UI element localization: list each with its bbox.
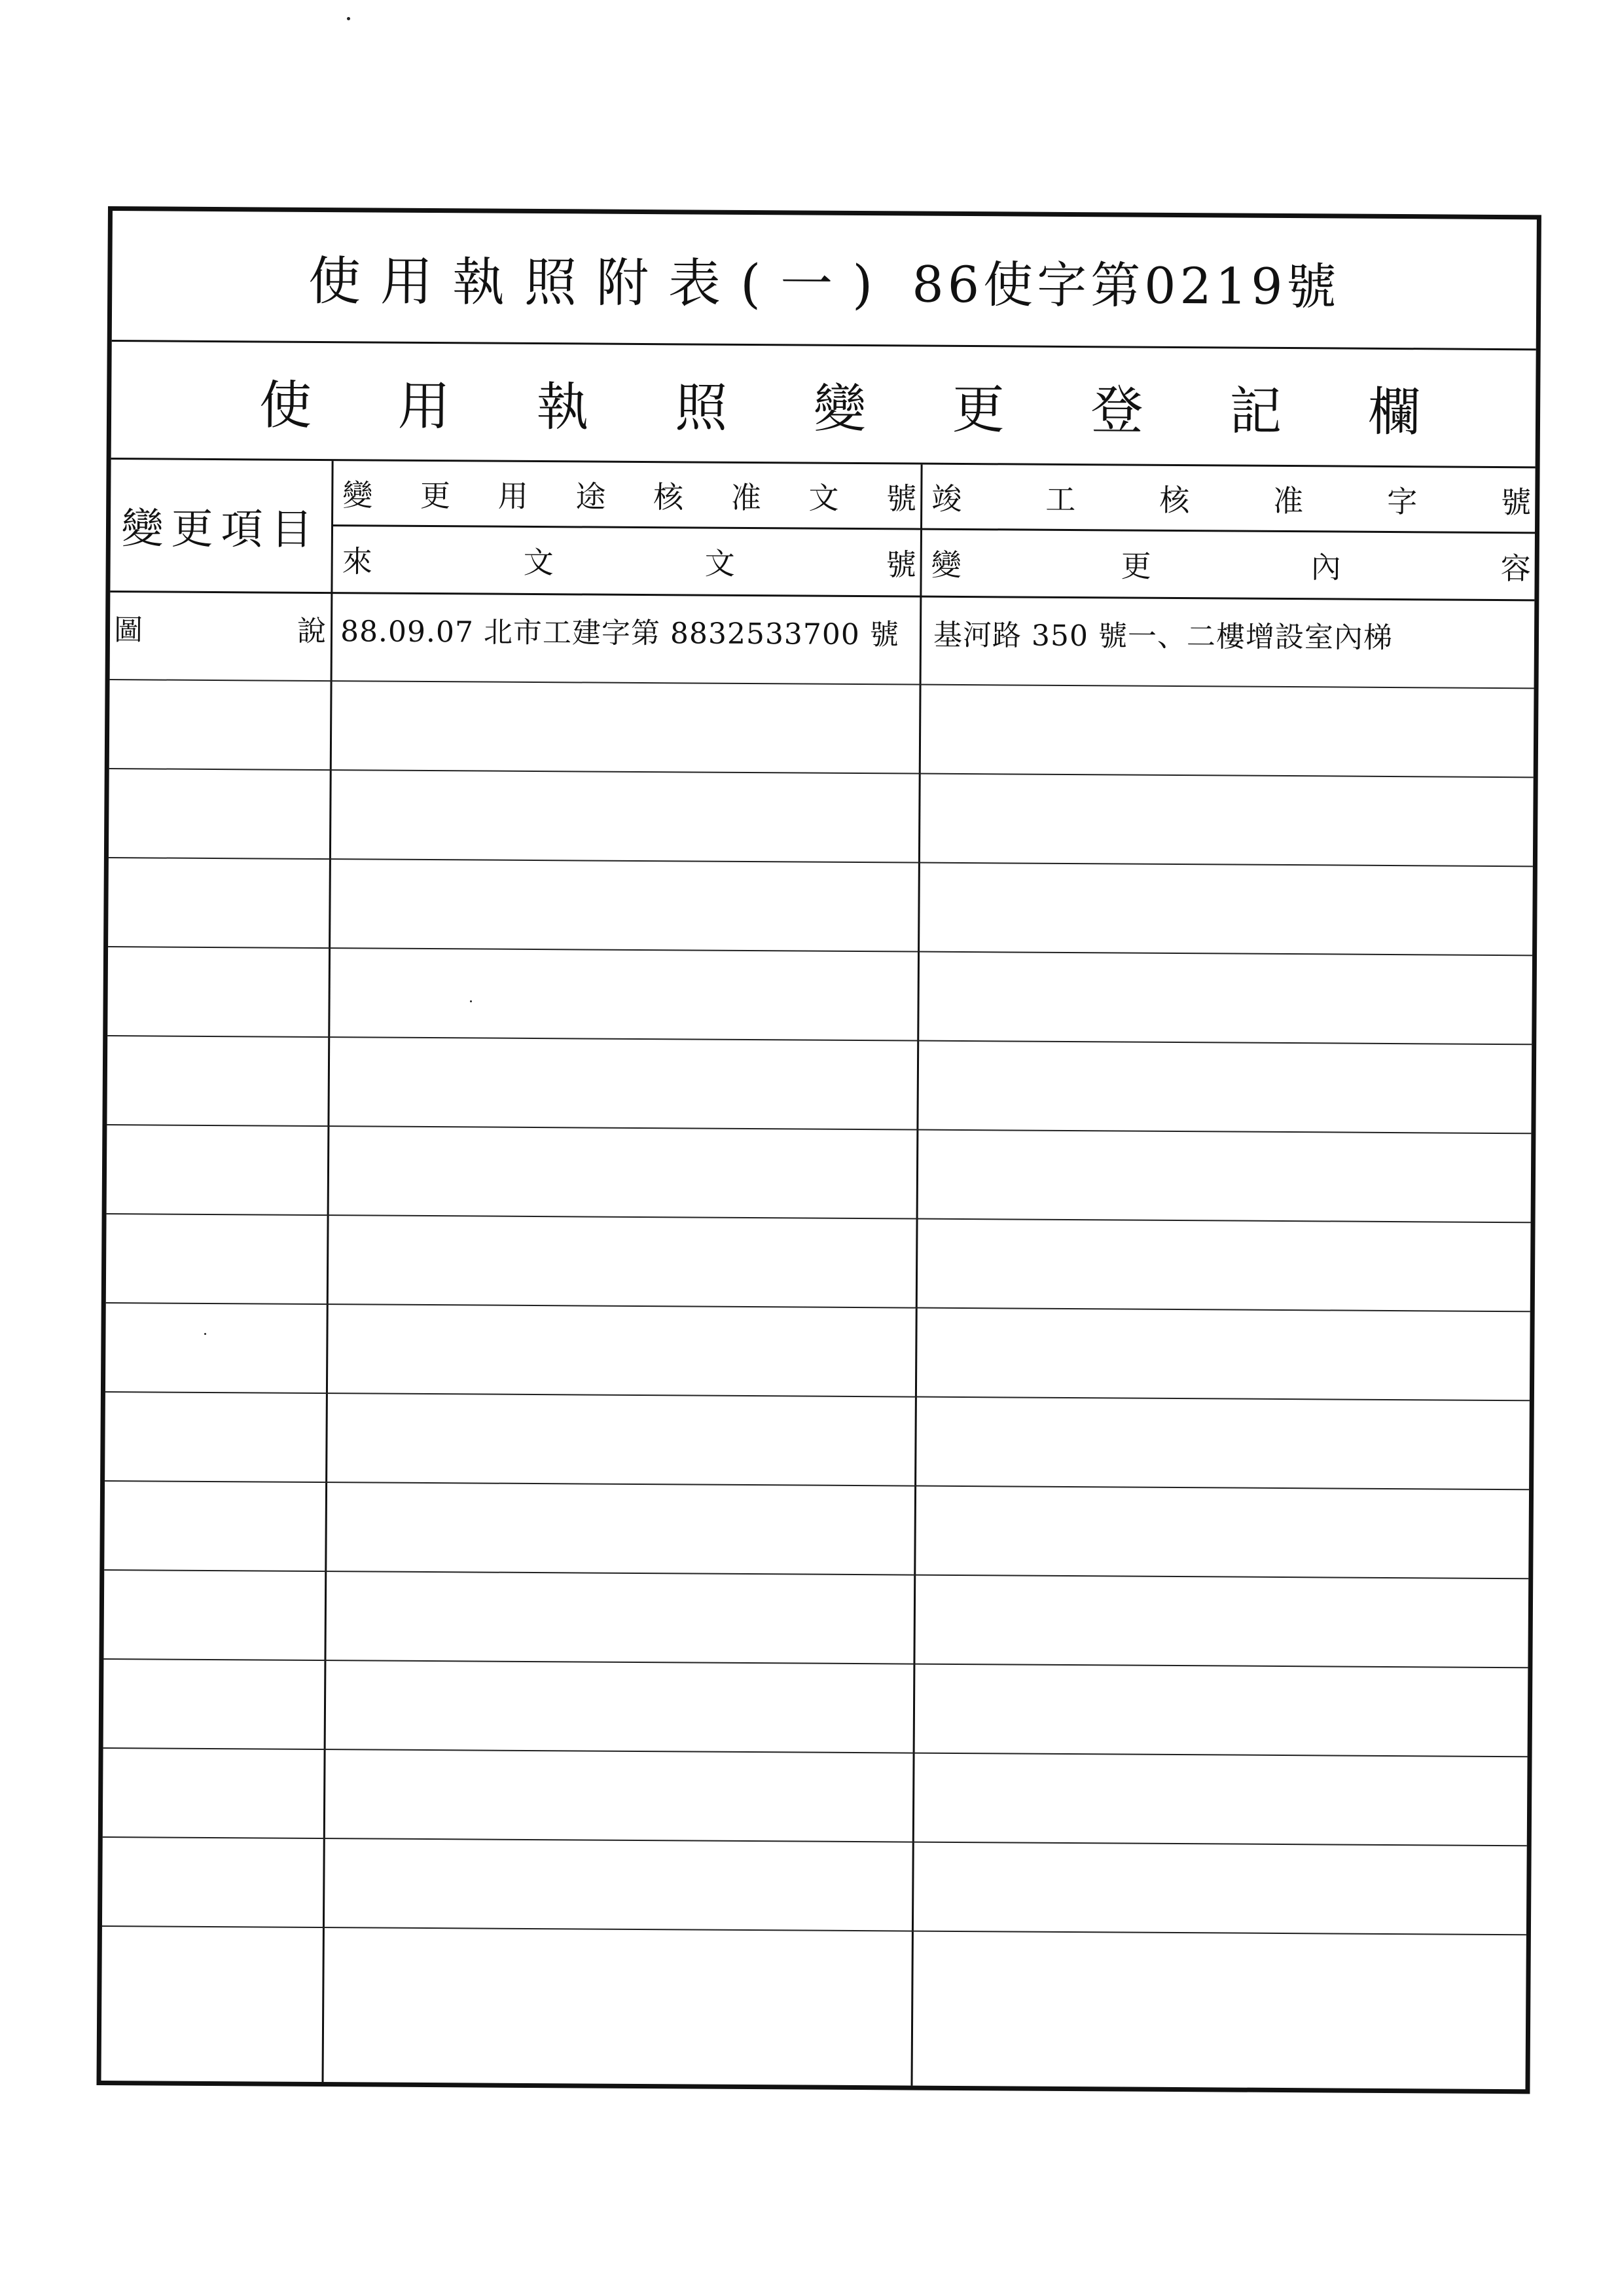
header-change-content: [922, 530, 1535, 600]
row-rule: [102, 1925, 1526, 1935]
header-completion-no: [922, 465, 1536, 534]
header-char: 更: [1121, 548, 1151, 584]
subtitle-char: 照: [675, 377, 728, 439]
row-doc-number: 88.09.07 北市工建字第 8832533700 號: [340, 615, 900, 652]
header-char: 核: [1159, 482, 1190, 518]
subtitle-char: 更: [952, 378, 1005, 441]
subtitle-char: 變: [813, 378, 867, 440]
row-rule: [105, 1391, 1530, 1401]
header-char: 來: [342, 543, 372, 579]
subtitle-char: 執: [536, 376, 589, 438]
row-rule: [107, 1213, 1531, 1223]
header-char: 文: [808, 480, 839, 516]
row-rule: [106, 1302, 1530, 1312]
subtitle-char: 欄: [1367, 381, 1421, 443]
row-change-content: 基河路 350 號一、二樓增設室內梯: [933, 618, 1393, 655]
header-char: 變: [342, 477, 373, 513]
row-change-item: [114, 594, 327, 661]
license-number: 86使字第0219號: [912, 255, 1340, 316]
row-rule: [109, 857, 1533, 867]
header-char: 號: [886, 547, 916, 583]
header-char: 字: [1387, 483, 1418, 519]
subtitle-char: 使: [259, 374, 312, 436]
row-rule: [108, 946, 1532, 956]
header-char: 內: [1310, 549, 1341, 585]
row-rule: [104, 1569, 1528, 1579]
row-item-char: 圖: [113, 613, 143, 647]
form-title-row: [112, 211, 1537, 350]
header-char: 准: [730, 479, 761, 515]
header-char: 用: [497, 478, 528, 514]
header-char: 文: [704, 545, 735, 581]
subtitle-char: 登: [1090, 380, 1143, 441]
header-char: 准: [1273, 483, 1304, 519]
row-rule: [107, 1124, 1531, 1134]
header-approval-doc-no: [333, 461, 923, 530]
form-subtitle-row: [111, 342, 1536, 468]
form-title: 使用執照附表(一): [308, 250, 893, 316]
header-char: 工: [1045, 481, 1076, 517]
row-rule: [103, 1747, 1528, 1757]
row-rule: [103, 1836, 1527, 1846]
header-char: 更: [420, 477, 451, 513]
subtitle-char: 記: [1229, 380, 1282, 442]
header-char: 號: [1501, 484, 1532, 520]
column-divider-right: [910, 596, 922, 2086]
header-char: 容: [1500, 551, 1531, 587]
header-char: 核: [653, 479, 684, 515]
header-change-item: 變更項目: [110, 460, 333, 592]
subtitle-char: 用: [397, 375, 451, 437]
header-char: 變: [931, 547, 962, 583]
row-rule: [109, 768, 1534, 778]
row-rule: [107, 1035, 1532, 1045]
row-rule: [110, 679, 1534, 689]
row-item-char: 說: [297, 614, 327, 649]
row-rule: [105, 1480, 1529, 1490]
scan-speck: [347, 17, 350, 20]
header-incoming-doc-no: [333, 526, 922, 595]
header-char: 號: [886, 480, 917, 517]
column-divider-left: [322, 592, 333, 2082]
header-char: 竣: [931, 481, 962, 517]
header-char: 文: [523, 544, 554, 581]
license-form: [96, 206, 1541, 2094]
row-rule: [103, 1658, 1528, 1668]
header-char: 途: [575, 478, 606, 515]
